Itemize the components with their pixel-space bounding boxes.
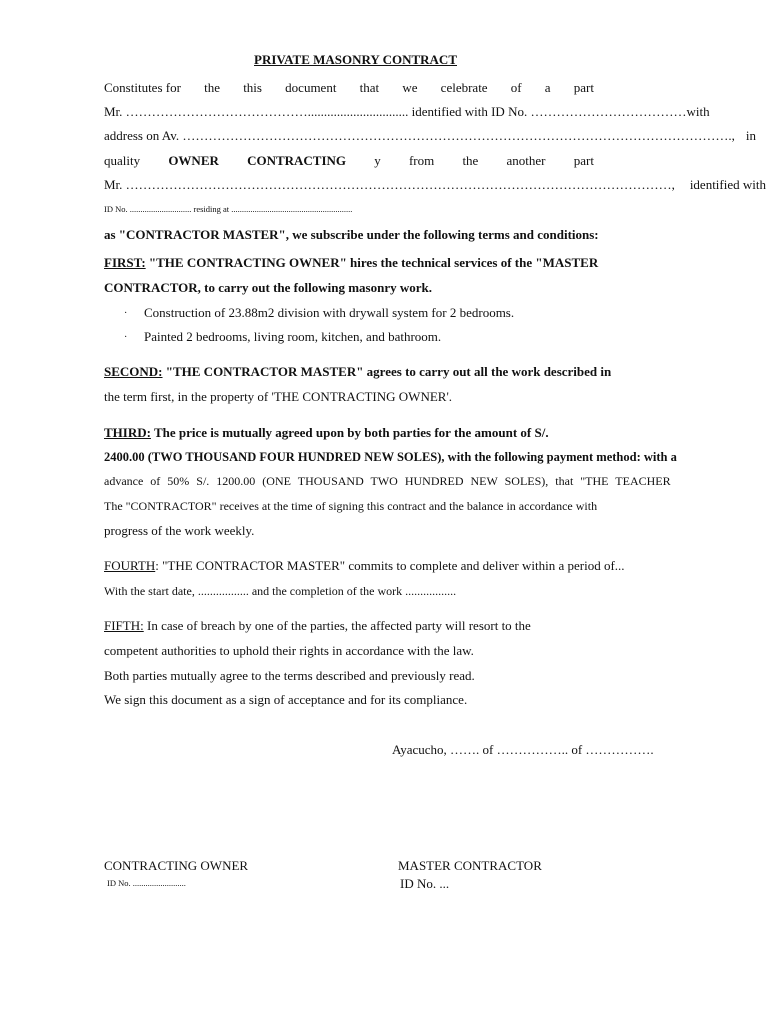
intro-address: address on Av. ………………………………………………………………………………………………………………., [104, 128, 735, 143]
intro-word: from [408, 153, 435, 168]
clause-third-heading: THIRD: [104, 425, 151, 440]
clause-third-line-3: advance of 50% S/. 1200.00 (ONE THOUSAND TWO HUNDRED NEW SOLES), that "THE TEACHER [104, 474, 671, 488]
document-title: PRIVATE MASONRY CONTRACT [254, 52, 457, 67]
clause-fourth-line-1 [104, 558, 625, 574]
intro-line-7: as "CONTRACTOR MASTER", we subscribe under the following terms and conditions: [104, 227, 599, 242]
intro-word: Mr. ………………………………………………………………………………………………………………, [104, 177, 675, 192]
clause-fifth-heading: FIFTH: [104, 618, 144, 633]
list-item: Construction of 23.88m2 division with drywall system for 2 bedrooms. [144, 305, 515, 320]
intro-line-1 [104, 80, 594, 96]
intro-word: part [573, 80, 594, 95]
clause-fourth-line-2: With the start date, ................. and the completion of the work ................. [104, 584, 457, 598]
intro-word: another [506, 153, 546, 168]
contractor-id-field: ID No. ... [400, 876, 450, 891]
intro-line-5 [104, 177, 766, 193]
intro-word: of [510, 80, 522, 95]
clause-fifth-line-1 [104, 618, 531, 634]
owner-id-field: ID No. ......................... [107, 878, 186, 888]
intro-word: Constitutes for [104, 80, 181, 95]
intro-word: a [544, 80, 551, 95]
intro-word: celebrate [440, 80, 488, 95]
list-item: Painted 2 bedrooms, living room, kitchen, and bathroom. [144, 329, 442, 344]
clause-third-text: The price is mutually agreed upon by both parties for the amount of S/. [150, 425, 549, 440]
intro-word: that [359, 80, 380, 95]
clause-first-line-1 [104, 255, 598, 271]
clause-fifth-line-3: Both parties mutually agree to the terms described and previously read. [104, 668, 475, 683]
intro-word: we [402, 80, 418, 95]
intro-word: quality [104, 153, 141, 168]
intro-line-2: Mr. ……………………………………............................... identified with ID No. ………………………………with [104, 104, 710, 119]
intro-word: CONTRACTING [247, 153, 347, 168]
intro-word: part [573, 153, 594, 168]
clause-first-text: "THE CONTRACTING OWNER" hires the technical services of the "MASTER [148, 255, 599, 270]
clause-third-line-4: The "CONTRACTOR" receives at the time of signing this contract and the balance in accordance with [104, 499, 598, 513]
place-date: Ayacucho, ……. of …………….. of ……………. [392, 742, 654, 757]
clause-third-line-5: progress of the work weekly. [104, 523, 255, 538]
intro-line-6: ID No. ............................. residing at ......................................................... [104, 204, 353, 214]
intro-word: y [374, 153, 381, 168]
clause-third-line-1 [104, 425, 549, 441]
intro-word: the [204, 80, 220, 95]
intro-line-4 [104, 153, 594, 169]
intro-word: OWNER [168, 153, 219, 168]
clause-second-line-2: the term first, in the property of 'THE CONTRACTING OWNER'. [104, 389, 453, 404]
clause-fifth-text: In case of breach by one of the parties, the affected party will resort to the [143, 618, 531, 633]
bullet-icon: · [124, 332, 128, 343]
clause-fifth-line-4: We sign this document as a sign of acceptance and for its compliance. [104, 692, 468, 707]
clause-first-heading: FIRST: [104, 255, 146, 270]
clause-third-line-2: 2400.00 (TWO THOUSAND FOUR HUNDRED NEW SOLES), with the following payment method: with a [104, 450, 677, 464]
intro-word: in [745, 128, 756, 143]
clause-fourth-heading: FOURTH [104, 558, 156, 573]
intro-word: identified with [689, 177, 766, 192]
clause-second-heading: SECOND: [104, 364, 163, 379]
intro-line-3 [104, 128, 756, 144]
clause-first-line-2: CONTRACTOR, to carry out the following masonry work. [104, 280, 432, 295]
clause-fifth-line-2: competent authorities to uphold their rights in accordance with the law. [104, 643, 474, 658]
intro-word: this [243, 80, 262, 95]
intro-word: document [285, 80, 337, 95]
clause-second-line-1 [104, 364, 611, 380]
clause-second-text: "THE CONTRACTOR MASTER" agrees to carry out all the work described in [162, 364, 612, 379]
owner-signature-label: CONTRACTING OWNER [104, 858, 249, 873]
bullet-icon: · [124, 308, 128, 319]
contractor-signature-label: MASTER CONTRACTOR [398, 858, 542, 873]
intro-word: the [462, 153, 479, 168]
clause-fourth-text: : "THE CONTRACTOR MASTER" commits to complete and deliver within a period of... [155, 558, 625, 573]
